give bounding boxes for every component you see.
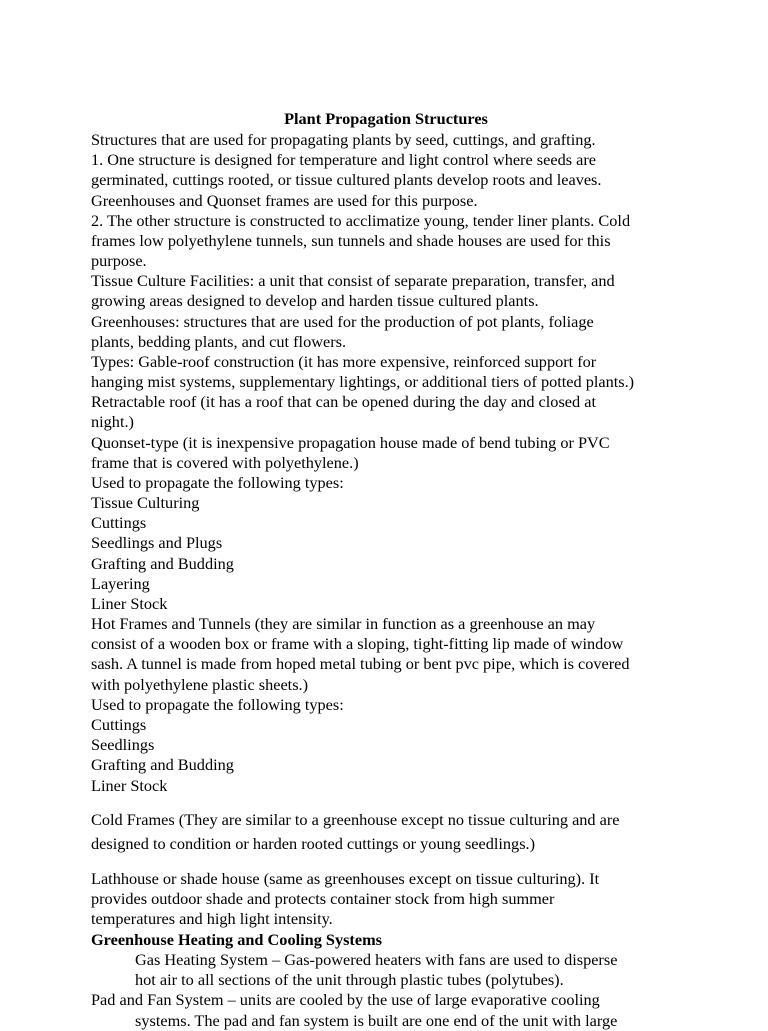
list-item: Cuttings <box>91 513 147 533</box>
list-item: Grafting and Budding <box>91 553 234 573</box>
cold-frames-paragraph <box>91 808 691 856</box>
list-item: Seedlings and Plugs <box>91 533 223 553</box>
heating-cooling-paragraph <box>91 950 711 1031</box>
text-line: frame that is covered with polyethylene.) <box>91 452 359 472</box>
text-line: Pad and Fan System – units are cooled by the use of large evaporative cooling <box>91 990 600 1010</box>
text-line: designed to condition or harden rooted cuttings or young seedlings.) <box>91 834 536 853</box>
list-item: Tissue Culturing <box>91 493 200 513</box>
list-item: Liner Stock <box>91 775 168 795</box>
text-line: hot air to all sections of the unit through plastic tubes (polytubes). <box>135 970 564 990</box>
text-line: systems. The pad and fan system is built are one end of the unit with large <box>135 1010 618 1030</box>
text-line: purpose. <box>91 251 147 271</box>
list-item: Seedlings <box>91 735 155 755</box>
text-line: Used to propagate the following types: <box>91 472 344 492</box>
text-line: frames low polyethylene tunnels, sun tunnels and shade houses are used for this <box>91 230 611 250</box>
text-line: Cold Frames (They are similar to a greenhouse except no tissue culturing and are <box>91 810 620 829</box>
text-line: Retractable roof (it has a roof that can be opened during the day and closed at <box>91 392 596 412</box>
text-line: consist of a wooden box or frame with a sloping, tight-fitting lip made of window <box>91 634 624 654</box>
text-line: night.) <box>91 412 134 432</box>
lathhouse-paragraph <box>91 869 691 930</box>
text-line: Lathhouse or shade house (same as greenhouses except on tissue culturing). It <box>91 869 600 888</box>
page-title: Plant Propagation Structures <box>284 109 488 128</box>
list-item: Liner Stock <box>91 593 168 613</box>
text-line: temperatures and high light intensity. <box>91 909 333 929</box>
section-heading: Greenhouse Heating and Cooling Systems <box>91 930 382 949</box>
text-line: Tissue Culture Facilities: a unit that consist of separate preparation, transfer, and <box>91 271 615 291</box>
text-line: sash. A tunnel is made from hoped metal tubing or bent pvc pipe, which is covered <box>91 654 630 674</box>
text-line: Types: Gable-roof construction (it has more expensive, reinforced support for <box>91 351 597 371</box>
text-line: Used to propagate the following types: <box>91 694 344 714</box>
text-line: germinated, cuttings rooted, or tissue cultured plants develop roots and leaves. <box>91 170 602 190</box>
text-line: Gas Heating System – Gas-powered heaters with fans are used to disperse <box>135 950 618 969</box>
list-item: Cuttings <box>91 714 147 734</box>
text-line: hanging mist systems, supplementary lightings, or additional tiers of potted plants.) <box>91 372 635 392</box>
text-line: Greenhouses and Quonset frames are used for this purpose. <box>91 190 478 210</box>
text-line: 1. One structure is designed for temperature and light control where seeds are <box>91 150 596 170</box>
text-line: provides outdoor shade and protects container stock from high summer <box>91 889 555 909</box>
list-item: Layering <box>91 573 150 593</box>
body-text <box>91 130 691 796</box>
text-line: growing areas designed to develop and harden tissue cultured plants. <box>91 291 539 311</box>
text-line: plants, bedding plants, and cut flowers. <box>91 331 347 351</box>
list-item: Grafting and Budding <box>91 755 234 775</box>
text-line: Hot Frames and Tunnels (they are similar in function as a greenhouse an may <box>91 614 596 634</box>
text-line: Quonset-type (it is inexpensive propagation house made of bend tubing or PVC <box>91 432 610 452</box>
text-line: Greenhouses: structures that are used for the production of pot plants, foliage <box>91 311 594 331</box>
text-line: Structures that are used for propagating plants by seed, cuttings, and grafting. <box>91 130 596 149</box>
text-line: with polyethylene plastic sheets.) <box>91 674 309 694</box>
text-line: 2. The other structure is constructed to acclimatize young, tender liner plants. Cold <box>91 210 631 230</box>
